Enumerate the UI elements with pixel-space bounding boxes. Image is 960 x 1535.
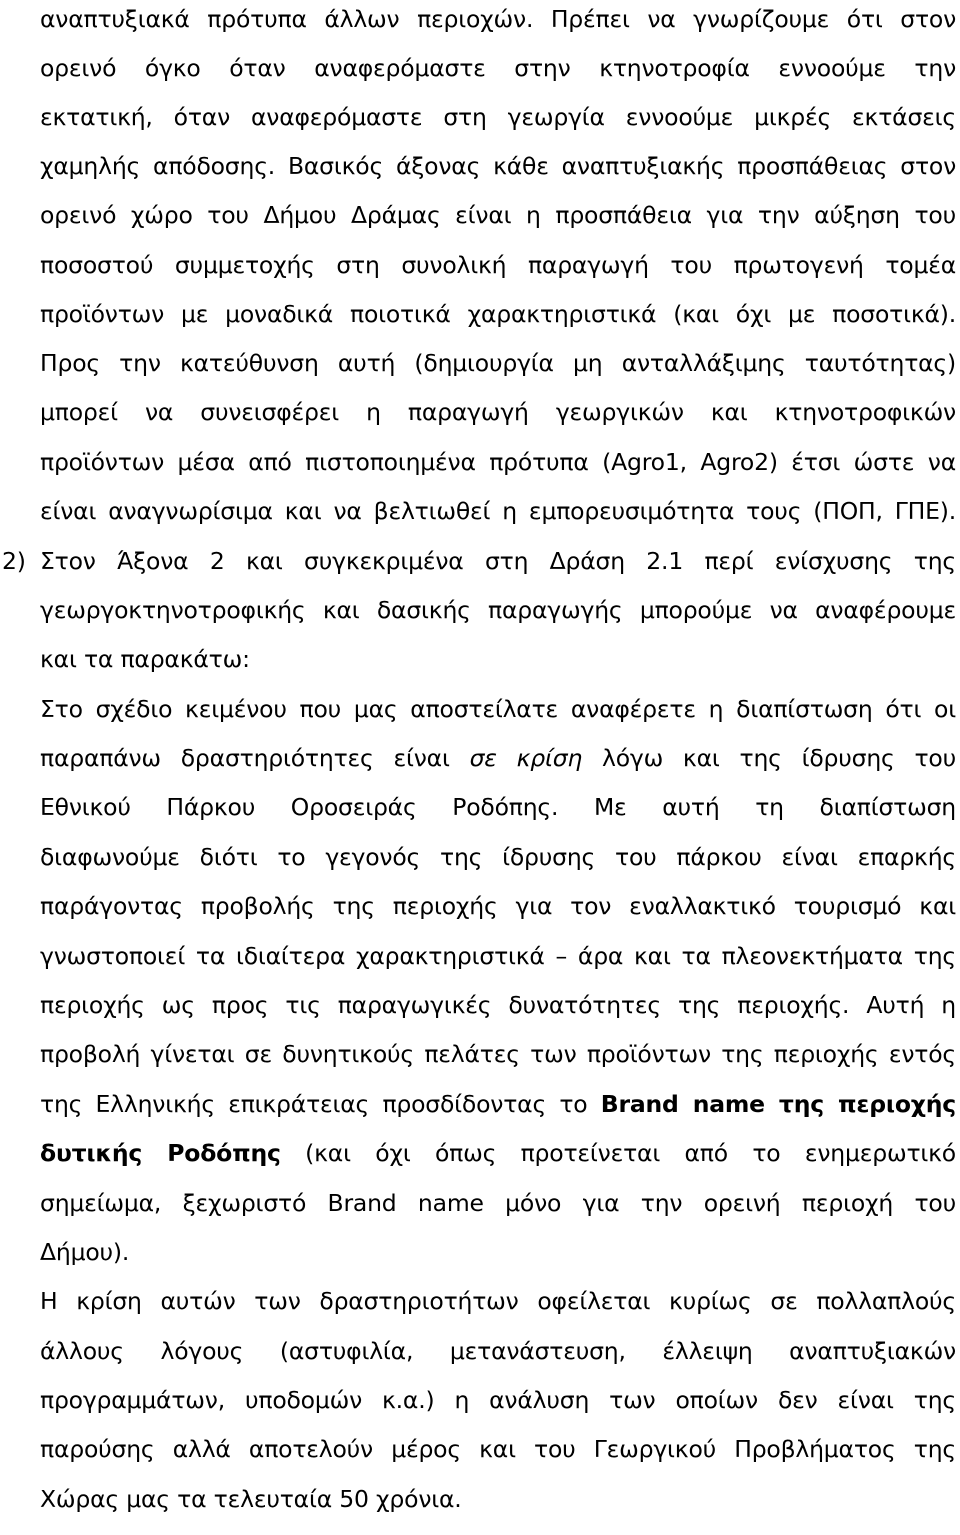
text-line: αναπτυξιακά πρότυπα άλλων περιοχών. Πρέπει να γνωρίζουμε ότι στον: [40, 5, 956, 33]
text-line: προβολή γίνεται σε δυνητικούς πελάτες των προϊόντων της περιοχής εντός: [40, 1040, 956, 1068]
text-line: Χώρας μας τα τελευταία 50 χρόνια.: [40, 1485, 462, 1513]
text-line: είναι αναγνωρίσιμα και να βελτιωθεί η εμπορευσιμότητα τους (ΠΟΠ, ΓΠΕ).: [40, 497, 956, 525]
italic-text: σε κρίση: [469, 744, 583, 772]
text-line: [40, 743, 956, 773]
text-line: προϊόντων με μοναδικά ποιοτικά χαρακτηριστικά (και όχι με ποσοτικά).: [40, 300, 956, 328]
text-line: Προς την κατεύθυνση αυτή (δημιουργία μη ανταλλάξιμης ταυτότητας): [40, 349, 956, 377]
list-item-text: Στον Άξονα 2 και συγκεκριμένα στη Δράση 2.1 περί ενίσχυσης της: [40, 547, 956, 575]
text-line: παράγοντας προβολής της περιοχής για τον εναλλακτικό τουρισμό και: [40, 892, 956, 920]
text-line: μπορεί να συνεισφέρει η παραγωγή γεωργικών και κτηνοτροφικών: [40, 398, 956, 426]
text-line: Στο σχέδιο κειμένου που μας αποστείλατε αναφέρετε η διαπίστωση ότι οι: [40, 695, 956, 723]
text-line: άλλους λόγους (αστυφιλία, μετανάστευση, έλλειψη αναπτυξιακών: [40, 1337, 956, 1365]
text-line: Εθνικού Πάρκου Οροσειράς Ροδόπης. Με αυτή τη διαπίστωση: [40, 793, 956, 821]
text-segment: (και όχι όπως προτείνεται από το ενημερωτικό: [280, 1139, 956, 1167]
text-line: χαμηλής απόδοσης. Βασικός άξονας κάθε αναπτυξιακής προσπάθειας στον: [40, 152, 956, 180]
text-line: γεωργοκτηνοτροφικής και δασικής παραγωγής μπορούμε να αναφέρουμε: [40, 596, 956, 624]
text-line: Δήμου).: [40, 1238, 130, 1266]
text-line: προγραμμάτων, υποδομών κ.α.) η ανάλυση των οποίων δεν είναι της: [40, 1386, 956, 1414]
bold-text: Brand name της περιοχής: [600, 1090, 956, 1118]
text-line: παρούσης αλλά αποτελούν μέρος και του Γεωργικού Προβλήματος της: [40, 1435, 956, 1463]
text-line: και τα παρακάτω:: [40, 645, 250, 673]
text-line: ποσοστού συμμετοχής στη συνολική παραγωγή του πρωτογενή τομέα: [40, 251, 956, 279]
text-segment: λόγω και της ίδρυσης του: [582, 744, 956, 772]
text-segment: παραπάνω δραστηριότητες είναι: [40, 744, 470, 772]
text-line: διαφωνούμε διότι το γεγονός της ίδρυσης του πάρκου είναι επαρκής: [40, 843, 956, 871]
text-segment: της Ελληνικής επικράτειας προσδίδοντας το: [40, 1090, 601, 1118]
text-line: περιοχής ως προς τις παραγωγικές δυνατότητες της περιοχής. Αυτή η: [40, 991, 956, 1019]
text-line: [40, 1138, 956, 1168]
text-line: προϊόντων μέσα από πιστοποιημένα πρότυπα (Agro1, Agro2) έτσι ώστε να: [40, 448, 956, 476]
text-line: [2, 546, 956, 576]
text-line: εκτατική, όταν αναφερόμαστε στη γεωργία εννοούμε μικρές εκτάσεις: [40, 103, 956, 131]
text-line: γνωστοποιεί τα ιδιαίτερα χαρακτηριστικά – άρα και τα πλεονεκτήματα της: [40, 942, 956, 970]
text-line: σημείωμα, ξεχωριστό Brand name μόνο για την ορεινή περιοχή του: [40, 1189, 956, 1217]
text-line: ορεινό όγκο όταν αναφερόμαστε στην κτηνοτροφία εννοούμε την: [40, 54, 956, 82]
text-line: Η κρίση αυτών των δραστηριοτήτων οφείλεται κυρίως σε πολλαπλούς: [40, 1287, 956, 1315]
bold-text: δυτικής Ροδόπης: [40, 1139, 281, 1167]
text-line: [40, 1089, 956, 1119]
text-line: ορεινό χώρο του Δήμου Δράμας είναι η προσπάθεια για την αύξηση του: [40, 201, 956, 229]
list-marker: 2): [2, 547, 26, 575]
